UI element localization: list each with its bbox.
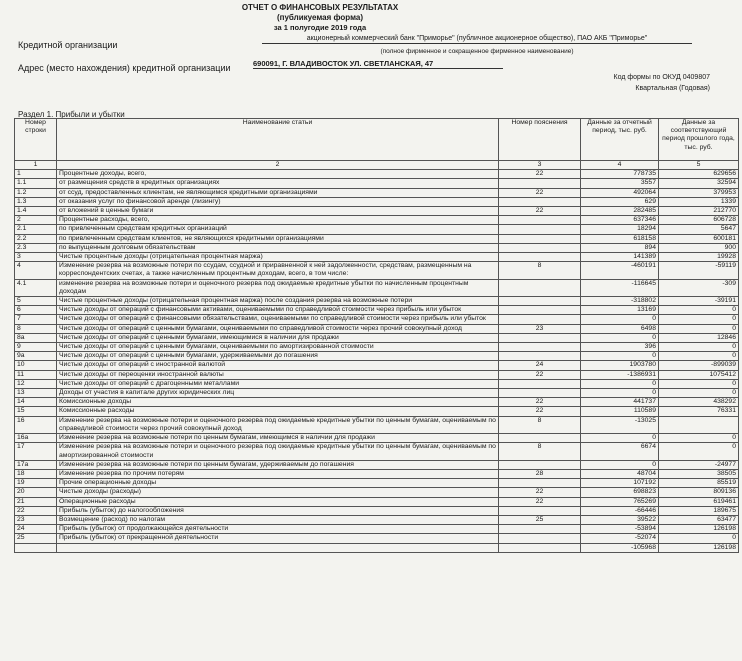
address-value: 690091, Г. ВЛАДИВОСТОК УЛ. СВЕТЛАНСКАЯ, 47 <box>253 59 503 69</box>
note-cell: 25 <box>499 515 581 524</box>
table-row <box>15 188 739 197</box>
previous-period-value: 32594 <box>659 179 739 188</box>
previous-period-value: 629656 <box>659 170 739 179</box>
note-cell <box>499 333 581 342</box>
table-row <box>15 324 739 333</box>
current-period-value: -460191 <box>581 262 659 279</box>
row-number-cell: 7 <box>15 315 57 324</box>
table-row <box>15 515 739 524</box>
row-number-cell: 23 <box>15 515 57 524</box>
note-cell: 22 <box>499 188 581 197</box>
item-name-cell: Изменение резерва на возможные потери и оценочного резерва под ожидаемые кредитные убытки по ценным бумагам, оцениваемым по справедливой стоимости через прочий совокупный доход <box>57 416 499 433</box>
previous-period-value: 606728 <box>659 216 739 225</box>
note-cell <box>499 543 581 552</box>
table-row <box>15 506 739 515</box>
note-cell <box>499 534 581 543</box>
row-number-cell: 16а <box>15 434 57 443</box>
previous-period-value: 212770 <box>659 207 739 216</box>
current-period-value: 6674 <box>581 443 659 460</box>
current-period-value: 107192 <box>581 479 659 488</box>
table-row <box>15 543 739 552</box>
current-period-value: 110589 <box>581 407 659 416</box>
current-period-value: -1386931 <box>581 370 659 379</box>
item-name-cell: изменение резерва на возможные потери и оценочного резерва под ожидаемые кредитные убытки по начисленным процентным доходам <box>57 279 499 296</box>
table-row <box>15 315 739 324</box>
item-name-cell: от оказания услуг по финансовой аренде (лизингу) <box>57 197 499 206</box>
item-name-cell: от ссуд, предоставленных клиентам, не являющимся кредитными организациями <box>57 188 499 197</box>
row-number-cell: 21 <box>15 497 57 506</box>
table-row <box>15 216 739 225</box>
table-row <box>15 262 739 279</box>
item-name-cell: Чистые процентные доходы (отрицательная процентная маржа) после создания резерва на возможные потери <box>57 297 499 306</box>
note-cell: 28 <box>499 469 581 478</box>
report-title: ОТЧЕТ О ФИНАНСОВЫХ РЕЗУЛЬТАТАХ <box>241 3 399 12</box>
current-period-value: 3557 <box>581 179 659 188</box>
row-number-cell: 17а <box>15 460 57 469</box>
current-period-value: 18294 <box>581 225 659 234</box>
note-cell: 22 <box>499 407 581 416</box>
current-period-value: 778735 <box>581 170 659 179</box>
item-name-cell: Чистые процентные доходы (отрицательная процентная маржа) <box>57 253 499 262</box>
row-number-cell: 15 <box>15 407 57 416</box>
table-column-numbers-row <box>15 161 739 170</box>
col-header-item-name: Наименование статьи <box>57 119 499 161</box>
row-number-cell: 1 <box>15 170 57 179</box>
table-row <box>15 370 739 379</box>
table-row <box>15 361 739 370</box>
previous-period-value <box>659 416 739 433</box>
item-name-cell: Процентные расходы, всего, <box>57 216 499 225</box>
note-cell <box>499 297 581 306</box>
row-number-cell: 3 <box>15 253 57 262</box>
table-row <box>15 389 739 398</box>
row-number-cell: 2.2 <box>15 234 57 243</box>
row-number-cell: 13 <box>15 389 57 398</box>
current-period-value: 0 <box>581 379 659 388</box>
item-name-cell: Доходы от участия в капитале других юридических лиц <box>57 389 499 398</box>
item-name-cell: Комиссионные расходы <box>57 407 499 416</box>
item-name-cell: по привлеченным средствам кредитных организаций <box>57 225 499 234</box>
item-name-cell: Чистые доходы (расходы) <box>57 488 499 497</box>
table-row <box>15 479 739 488</box>
current-period-value: 637346 <box>581 216 659 225</box>
item-name-cell: Чистые доходы от операций с финансовыми обязательствами, оцениваемыми по справедливой стоимости через прибыль или убыток <box>57 315 499 324</box>
item-name-cell: Чистые доходы от операций с ценными бумагами, оцениваемыми по амортизированной стоимости <box>57 343 499 352</box>
previous-period-value: 19928 <box>659 253 739 262</box>
section-title: Раздел 1. Прибыли и убытки <box>18 110 125 119</box>
item-name-cell: по привлеченным средствам клиентов, не являющихся кредитными организациями <box>57 234 499 243</box>
current-period-value: -13025 <box>581 416 659 433</box>
table-row <box>15 379 739 388</box>
report-header <box>0 0 742 119</box>
table-row <box>15 225 739 234</box>
previous-period-value: -59119 <box>659 262 739 279</box>
table-row <box>15 234 739 243</box>
note-cell <box>499 253 581 262</box>
table-row <box>15 279 739 296</box>
note-cell <box>499 460 581 469</box>
row-number-cell: 20 <box>15 488 57 497</box>
current-period-value: 618158 <box>581 234 659 243</box>
previous-period-value: 0 <box>659 434 739 443</box>
item-name-cell: Прибыль (убыток) до налогообложения <box>57 506 499 515</box>
row-number-cell: 4.1 <box>15 279 57 296</box>
previous-period-value: -39191 <box>659 297 739 306</box>
previous-period-value: -309 <box>659 279 739 296</box>
row-number-cell: 24 <box>15 525 57 534</box>
report-period-title: за 1 полугодие 2019 года <box>273 23 367 32</box>
note-cell: 22 <box>499 370 581 379</box>
table-row <box>15 497 739 506</box>
current-period-value: 0 <box>581 460 659 469</box>
item-name-cell: Изменение резерва на возможные потери по ценным бумагам, удерживаемым до погашения <box>57 460 499 469</box>
org-label: Кредитной организации <box>18 40 118 50</box>
previous-period-value: -24977 <box>659 460 739 469</box>
current-period-value: 492064 <box>581 188 659 197</box>
current-period-value: 0 <box>581 352 659 361</box>
table-row <box>15 207 739 216</box>
table-row <box>15 197 739 206</box>
item-name-cell: Возмещение (расход) по налогам <box>57 515 499 524</box>
previous-period-value: 189675 <box>659 506 739 515</box>
table-row <box>15 170 739 179</box>
item-name-cell: Операционные расходы <box>57 497 499 506</box>
col-header-row-number: Номер строки <box>15 119 57 161</box>
current-period-value: -105968 <box>581 543 659 552</box>
row-number-cell: 4 <box>15 262 57 279</box>
previous-period-value: 126198 <box>659 543 739 552</box>
note-cell: 22 <box>499 488 581 497</box>
row-number-cell: 1.1 <box>15 179 57 188</box>
current-period-value: 282485 <box>581 207 659 216</box>
item-name-cell: от вложений в ценные бумаги <box>57 207 499 216</box>
previous-period-value: 76331 <box>659 407 739 416</box>
previous-period-value: 379953 <box>659 188 739 197</box>
note-cell <box>499 389 581 398</box>
item-name-cell: Прибыль (убыток) от прекращенной деятельности <box>57 534 499 543</box>
row-number-cell: 1.3 <box>15 197 57 206</box>
current-period-value: -53894 <box>581 525 659 534</box>
report-periodicity: Квартальная (Годовая) <box>635 85 710 92</box>
col-header-previous-period: Данные за соответствующий период прошлого года, тыс. руб. <box>659 119 739 161</box>
item-name-cell: Изменение резерва на возможные потери по ссудам, ссудной и приравненной к ней задолженности, средствам, размещенным на корреспондентских счетах, а также начисленным процентным доходам, всего, в том числе: <box>57 262 499 279</box>
note-cell <box>499 379 581 388</box>
item-name-cell: Чистые доходы от операций с иностранной валютой <box>57 361 499 370</box>
note-cell: 24 <box>499 361 581 370</box>
row-number-cell: 2.1 <box>15 225 57 234</box>
note-cell: 8 <box>499 416 581 433</box>
current-period-value: 894 <box>581 243 659 252</box>
current-period-value: 48704 <box>581 469 659 478</box>
previous-period-value: 1075412 <box>659 370 739 379</box>
previous-period-value: 900 <box>659 243 739 252</box>
current-period-value: 13169 <box>581 306 659 315</box>
current-period-value: 441737 <box>581 398 659 407</box>
table-row <box>15 416 739 433</box>
row-number-cell: 8 <box>15 324 57 333</box>
previous-period-value: 0 <box>659 343 739 352</box>
table-row <box>15 243 739 252</box>
current-period-value: -318802 <box>581 297 659 306</box>
previous-period-value: 0 <box>659 324 739 333</box>
table-row <box>15 434 739 443</box>
previous-period-value: 63477 <box>659 515 739 524</box>
row-number-cell: 25 <box>15 534 57 543</box>
row-number-cell: 22 <box>15 506 57 515</box>
address-label: Адрес (место нахождения) кредитной организации <box>18 63 231 73</box>
previous-period-value: 0 <box>659 443 739 460</box>
org-name-note: (полное фирменное и сокращенное фирменное наименование) <box>380 48 574 55</box>
item-name-cell: Изменение резерва на возможные потери и оценочного резерва под ожидаемые кредитные убытки по ценным бумагам, оцениваемым по амортизированной стоимости <box>57 443 499 460</box>
note-cell <box>499 506 581 515</box>
item-name-cell: Чистые доходы от операций с ценными бумагами, оцениваемыми по справедливой стоимости через прочий совокупный доход <box>57 324 499 333</box>
current-period-value: 0 <box>581 315 659 324</box>
table-row <box>15 179 739 188</box>
note-cell <box>499 225 581 234</box>
current-period-value: 698823 <box>581 488 659 497</box>
note-cell: 22 <box>499 497 581 506</box>
note-cell <box>499 343 581 352</box>
current-period-value: 6498 <box>581 324 659 333</box>
note-cell: 8 <box>499 262 581 279</box>
previous-period-value: 126198 <box>659 525 739 534</box>
note-cell <box>499 234 581 243</box>
item-name-cell: Изменение резерва на возможные потери по ценным бумагам, имеющимся в наличии для продажи <box>57 434 499 443</box>
note-cell <box>499 306 581 315</box>
current-period-value: -52074 <box>581 534 659 543</box>
table-row <box>15 352 739 361</box>
row-number-cell: 18 <box>15 469 57 478</box>
financial-results-table <box>14 118 739 553</box>
row-number-cell: 1.4 <box>15 207 57 216</box>
item-name-cell: Чистые доходы от операций с ценными бумагами, имеющимися в наличии для продажи <box>57 333 499 342</box>
col-number-3: 3 <box>499 161 581 170</box>
note-cell <box>499 279 581 296</box>
table-row <box>15 469 739 478</box>
col-number-5: 5 <box>659 161 739 170</box>
current-period-value: -66446 <box>581 506 659 515</box>
note-cell <box>499 243 581 252</box>
previous-period-value: 1339 <box>659 197 739 206</box>
note-cell: 23 <box>499 324 581 333</box>
item-name-cell: от размещения средств в кредитных организациях <box>57 179 499 188</box>
item-name-cell <box>57 543 499 552</box>
table-row <box>15 333 739 342</box>
row-number-cell: 2 <box>15 216 57 225</box>
row-number-cell: 11 <box>15 370 57 379</box>
table-row <box>15 488 739 497</box>
row-number-cell: 14 <box>15 398 57 407</box>
row-number-cell: 9 <box>15 343 57 352</box>
current-period-value: 0 <box>581 333 659 342</box>
current-period-value: 1903780 <box>581 361 659 370</box>
row-number-cell: 12 <box>15 379 57 388</box>
item-name-cell: Чистые доходы от операций с финансовыми активами, оцениваемыми по справедливой стоимости через прибыль или убыток <box>57 306 499 315</box>
note-cell <box>499 315 581 324</box>
previous-period-value: 0 <box>659 352 739 361</box>
col-number-1: 1 <box>15 161 57 170</box>
previous-period-value: 438292 <box>659 398 739 407</box>
form-code: Код формы по ОКУД 0409807 <box>613 74 710 81</box>
row-number-cell: 6 <box>15 306 57 315</box>
col-number-2: 2 <box>57 161 499 170</box>
current-period-value: 396 <box>581 343 659 352</box>
previous-period-value: 0 <box>659 315 739 324</box>
item-name-cell: Чистые доходы от переоценки иностранной валюты <box>57 370 499 379</box>
previous-period-value: 0 <box>659 389 739 398</box>
previous-period-value: 0 <box>659 379 739 388</box>
row-number-cell: 19 <box>15 479 57 488</box>
note-cell: 22 <box>499 170 581 179</box>
table-row <box>15 398 739 407</box>
item-name-cell: Чистые доходы от операций с ценными бумагами, удерживаемыми до погашения <box>57 352 499 361</box>
item-name-cell: Прочие операционные доходы <box>57 479 499 488</box>
row-number-cell: 2.3 <box>15 243 57 252</box>
note-cell <box>499 525 581 534</box>
table-row <box>15 525 739 534</box>
previous-period-value: 5647 <box>659 225 739 234</box>
row-number-cell <box>15 543 57 552</box>
row-number-cell: 1.2 <box>15 188 57 197</box>
previous-period-value: 12846 <box>659 333 739 342</box>
note-cell <box>499 197 581 206</box>
note-cell: 8 <box>499 443 581 460</box>
table-row <box>15 297 739 306</box>
col-header-current-period: Данные за отчетный период, тыс. руб. <box>581 119 659 161</box>
previous-period-value: 38505 <box>659 469 739 478</box>
item-name-cell: Комиссионные доходы <box>57 398 499 407</box>
note-cell <box>499 352 581 361</box>
col-number-4: 4 <box>581 161 659 170</box>
current-period-value: 39522 <box>581 515 659 524</box>
current-period-value: 0 <box>581 434 659 443</box>
org-name: акционерный коммерческий банк "Приморье" (публичное акционерное общество), ПАО АКБ "Приморье" <box>262 35 692 44</box>
previous-period-value: 600181 <box>659 234 739 243</box>
current-period-value: 141389 <box>581 253 659 262</box>
previous-period-value: 0 <box>659 534 739 543</box>
previous-period-value: 809136 <box>659 488 739 497</box>
row-number-cell: 8а <box>15 333 57 342</box>
previous-period-value: -899039 <box>659 361 739 370</box>
col-header-note: Номер пояснения <box>499 119 581 161</box>
table-row <box>15 343 739 352</box>
table-row <box>15 407 739 416</box>
current-period-value: 765269 <box>581 497 659 506</box>
note-cell <box>499 434 581 443</box>
item-name-cell: Чистые доходы от операций с драгоценными металлами <box>57 379 499 388</box>
table-row <box>15 306 739 315</box>
item-name-cell: по выпущенным долговым обязательствам <box>57 243 499 252</box>
table-header-row <box>15 119 739 161</box>
table-row <box>15 253 739 262</box>
row-number-cell: 10 <box>15 361 57 370</box>
note-cell: 22 <box>499 207 581 216</box>
current-period-value: -116645 <box>581 279 659 296</box>
report-subtitle: (публикуемая форма) <box>276 13 364 22</box>
item-name-cell: Прибыль (убыток) от продолжающейся деятельности <box>57 525 499 534</box>
table-row <box>15 460 739 469</box>
note-cell: 22 <box>499 398 581 407</box>
previous-period-value: 0 <box>659 306 739 315</box>
item-name-cell: Процентные доходы, всего, <box>57 170 499 179</box>
row-number-cell: 9а <box>15 352 57 361</box>
current-period-value: 629 <box>581 197 659 206</box>
current-period-value: 0 <box>581 389 659 398</box>
table-row <box>15 534 739 543</box>
row-number-cell: 5 <box>15 297 57 306</box>
previous-period-value: 619461 <box>659 497 739 506</box>
note-cell <box>499 179 581 188</box>
previous-period-value: 85519 <box>659 479 739 488</box>
note-cell <box>499 479 581 488</box>
row-number-cell: 16 <box>15 416 57 433</box>
table-body <box>15 119 739 553</box>
note-cell <box>499 216 581 225</box>
table-row <box>15 443 739 460</box>
item-name-cell: Изменение резерва по прочим потерям <box>57 469 499 478</box>
row-number-cell: 17 <box>15 443 57 460</box>
